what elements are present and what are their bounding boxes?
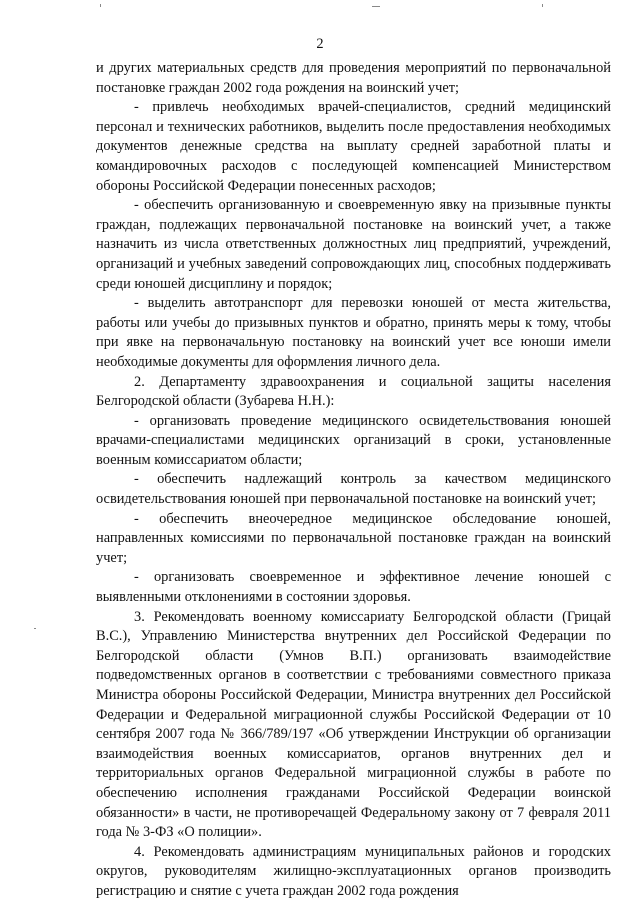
paragraph-extra-exam: - обеспечить внеочередное медицинское обследование юношей, направленных комиссиями по первоначальной постановке граждан на воинский учет; [96,510,611,566]
paragraph-attendance: - обеспечить организованную и своевременную явку на призывные пункты граждан, подлежащих первоначальной постановке на воинский учет, а также назначить из числа ответственных должностных лиц предприятий, учреждений, организаций и учебных заведений сопровождающих лиц, способных поддерживать среди юношей дисциплину и порядок; [96,197,611,292]
scan-mark-top-right [542,4,543,7]
paragraph-doctors: - привлечь необходимых врачей-специалистов, средний медицинский персонал и технических работников, выделить после предоставления необходимых документов денежные средства на выплату средней заработной платы и командировочных расходов с последующей компенсацией Министерством обороны Российской Федерации понесенных расходов; [96,99,611,194]
paragraph-treatment: - организовать своевременное и эффективное лечение юношей с выявленными отклонениями в состоянии здоровья. [96,569,611,606]
paragraph-transport: - выделить автотранспорт для перевозки юношей от места жительства, работы или учебы до призывных пунктов и обратно, принять меры к тому, чтобы при явке на первоначальную постановку на воинский учет все юноши имели необходимые документы для оформления личного дела. [96,295,611,370]
scan-mark-top-center [372,6,380,7]
paragraph-item-4: 4. Рекомендовать администрациям муниципальных районов и городских округов, руководителям жилищно-эксплуатационных органов производить регистрацию и снятие с учета граждан 2002 года рождения [96,843,611,899]
page-number: 2 [316,36,324,52]
document-body [96,59,611,902]
paragraph-quality-control: - обеспечить надлежащий контроль за качеством медицинского освидетельствования юношей при первоначальной постановке на воинский учет; [96,471,611,508]
scan-mark-left [34,628,36,629]
paragraph-item-2: 2. Департаменту здравоохранения и социальной защиты населения Белгородской области (Зубарева Н.Н.): [96,373,611,410]
scan-mark-top-left [100,4,101,7]
paragraph-continuation: и других материальных средств для проведения мероприятий по первоначальной постановке граждан 2002 года рождения на воинский учет; [96,60,611,96]
paragraph-medical-exam: - организовать проведение медицинского освидетельствования юношей врачами-специалистами медицинских организаций в сроки, установленные военным комиссариатом области; [96,412,611,468]
paragraph-item-3: 3. Рекомендовать военному комиссариату Белгородской области (Грицай В.С.), Управлению Министерства внутренних дел Российской Федерации по Белгородской области (Умнов В.П.) организовать взаимодействие подведомственных органов в соответствии с требованиями совместного приказа Министра обороны Российской Федерации, Министра внутренних дел Российской Федерации и Федеральной миграционной службы Российской Федерации от 10 сентября 2007 года № 366/789/197 «Об утверждении Инструкции об организации взаимодействия военных комиссариатов, органов внутренних дел и территориальных органов Федеральной миграционной службы в работе по обеспечению исполнения гражданами Российской Федерации воинской обязанности» в части, не противоречащей Федеральному закону от 7 февраля 2011 года № 3-ФЗ «О полиции». [96,608,611,841]
